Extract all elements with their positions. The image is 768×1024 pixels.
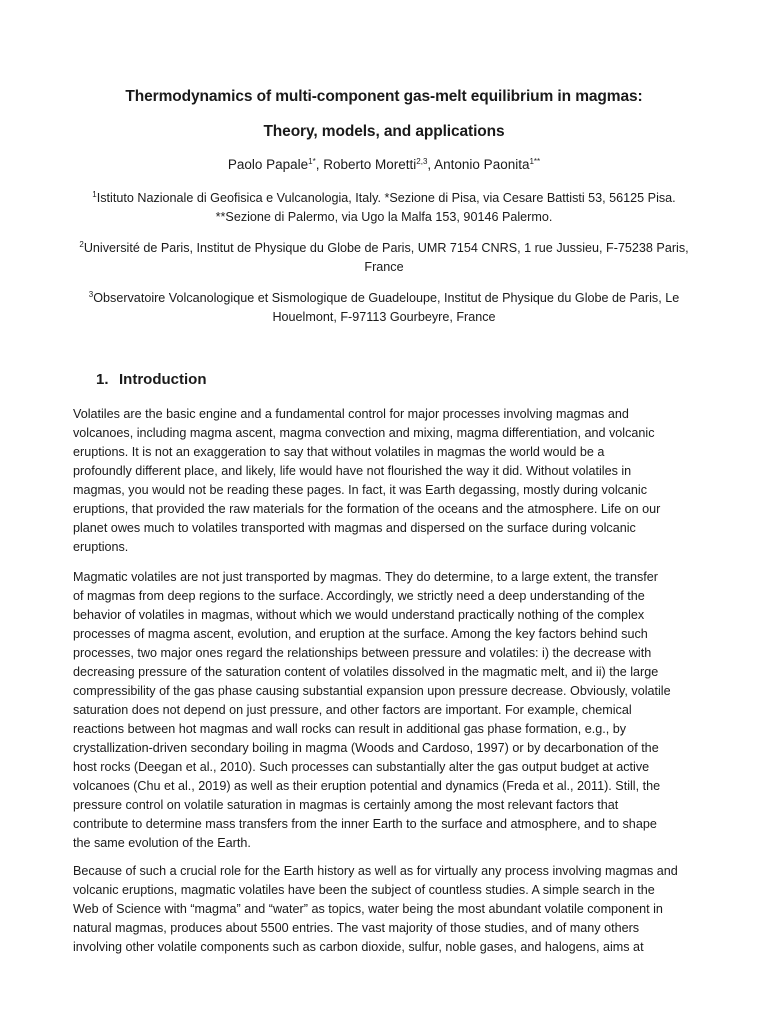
paragraph-1 — [73, 405, 698, 557]
text-line: planet owes much to volatiles transported with magmas and dispersed on the surface during volcanic — [73, 521, 636, 535]
text-line: profoundly different place, and likely, life would have not flourished the way it did. Without volatiles in — [73, 464, 632, 478]
text-line: decreasing pressure of the saturation content of volatiles dissolved in the magmatic melt, and ii) the large — [73, 665, 659, 679]
affiliation-3 — [60, 289, 708, 327]
text-line: processes of magma ascent, evolution, and eruption at the surface. Among the key factors behind such — [73, 627, 648, 641]
text-line: contribute to determine mass transfers from the inner Earth to the surface and atmosphere, and to shape — [73, 817, 657, 831]
text-line: eruptions. — [73, 540, 129, 554]
text-line: magmas, you would not be reading these pages. In fact, it was Earth degassing, mostly during volcanic — [73, 483, 648, 497]
text-line: host rocks (Deegan et al., 2010). Such processes can substantially alter the gas output budget at active — [73, 760, 650, 774]
text-line: volcanoes (Chu et al., 2019) as well as their eruption potential and dynamics (Freda et al., 2011). Still, the — [73, 779, 661, 793]
affiliation-2 — [60, 239, 708, 277]
affiliation-mark: 3 — [88, 290, 94, 299]
text-line: reactions between hot magmas and wall rocks can result in additional gas phase formation, e.g., by — [73, 722, 627, 736]
author-name: , Antonio Paonita — [427, 157, 530, 172]
text-line: pressure control on volatile saturation in magmas is certainly among the most relevant factors that — [73, 798, 619, 812]
text-line: compressibility of the gas phase causing substantial expansion upon pressure decrease. Obviously, volatile — [73, 684, 671, 698]
author-name: Paolo Papale — [227, 157, 309, 172]
paper-title-line-2: Theory, models, and applications — [263, 123, 505, 140]
author-affiliation-mark: 1* — [308, 157, 316, 166]
text-line: crystallization-driven secondary boiling in magma (Woods and Cardoso, 1997) or by decarbonation of the — [73, 741, 659, 755]
paragraph-3 — [73, 862, 698, 957]
affiliation-text: France — [364, 260, 404, 274]
paragraph-2 — [73, 568, 698, 853]
author-list — [0, 157, 768, 172]
text-line: involving other volatile components such as carbon dioxide, sulfur, noble gases, and halogens, aims at — [73, 940, 644, 954]
author-affiliation-mark: 2,3 — [416, 157, 428, 166]
section-number: 1. — [96, 371, 109, 388]
paper-title-line-1: Thermodynamics of multi-component gas-melt equilibrium in magmas: — [125, 88, 643, 105]
text-line: the same evolution of the Earth. — [73, 836, 251, 850]
text-line: Because of such a crucial role for the Earth history as well as for virtually any process involving magmas and — [73, 864, 678, 878]
text-line: behavior of volatiles in magmas, without which we would understand practically nothing of the complex — [73, 608, 645, 622]
text-line: saturation does not depend on just pressure, and other factors are important. For example, chemical — [73, 703, 632, 717]
text-line: of magmas from deep regions to the surface. Accordingly, we strictly need a deep understanding of the — [73, 589, 645, 603]
text-line: eruptions, that provided the raw materials for the formation of the oceans and the atmosphere. Life on our — [73, 502, 661, 516]
text-line: Web of Science with “magma” and “water” as topics, water being the most abundant volatile component in — [73, 902, 663, 916]
affiliation-text: Istituto Nazionale di Geofisica e Vulcanologia, Italy. *Sezione di Pisa, via Cesare Battisti 53, 56125 Pisa. — [96, 191, 676, 205]
text-line: volcanic eruptions, magmatic volatiles have been the subject of countless studies. A simple search in the — [73, 883, 655, 897]
affiliation-text: Observatoire Volcanologique et Sismologique de Guadeloupe, Institut de Physique du Globe de Paris, Le — [93, 291, 680, 305]
affiliation-mark: 2 — [79, 240, 84, 249]
text-line: natural magmas, produces about 5500 entries. The vast majority of those studies, and of many others — [73, 921, 640, 935]
affiliation-text: Houelmont, F-97113 Gourbeyre, France — [272, 310, 496, 324]
affiliation-text: Université de Paris, Institut de Physique du Globe de Paris, UMR 7154 CNRS, 1 rue Jussieu, F-75238 Paris, — [83, 241, 689, 255]
section-title: Introduction — [119, 371, 207, 388]
affiliation-1 — [60, 189, 708, 227]
text-line: processes, two major ones regard the relationships between pressure and volatiles: i) the decrease with — [73, 646, 652, 660]
section-heading — [96, 371, 206, 388]
author-affiliation-mark: 1** — [529, 157, 541, 166]
text-line: Volatiles are the basic engine and a fundamental control for major processes involving magmas and — [73, 407, 629, 421]
affiliation-mark: 1 — [92, 190, 97, 199]
text-line: eruptions. It is not an exaggeration to say that without volatiles in magmas the world would be a — [73, 445, 605, 459]
author-name: , Roberto Moretti — [315, 157, 417, 172]
affiliation-text: **Sezione di Palermo, via Ugo la Malfa 153, 90146 Palermo. — [215, 210, 553, 224]
text-line: volcanoes, including magma ascent, magma convection and mixing, magma differentiation, and volcanic — [73, 426, 655, 440]
text-line: Magmatic volatiles are not just transported by magmas. They do determine, to a large extent, the transfer — [73, 570, 658, 584]
